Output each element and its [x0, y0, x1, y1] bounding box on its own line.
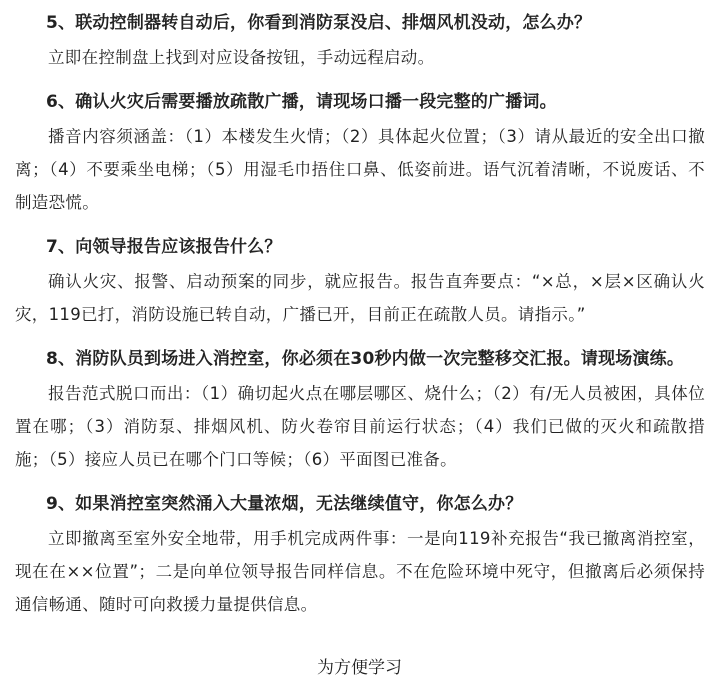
- qa-item: [15, 493, 705, 621]
- qa-item: [15, 236, 705, 331]
- qa-item: [15, 91, 705, 219]
- qa-item: [15, 12, 705, 74]
- question-heading: 9、如果消控室突然涌入大量浓烟，无法继续值守，你怎么办？: [46, 494, 523, 514]
- question-heading: 8、消防队员到场进入消控室，你必须在30秒内做一次完整移交汇报。请现场演练。: [46, 349, 685, 369]
- answer-paragraph: 播音内容须涵盖：（1）本楼发生火情；（2）具体起火位置；（3）请从最近的安全出口撤离；（4）不要乘坐电梯；（5）用湿毛巾捂住口鼻、低姿前进。语气沉着清晰，不说废话、不制造恐慌。: [15, 127, 705, 212]
- qa-item: [15, 348, 705, 476]
- answer-paragraph: 确认火灾、报警、启动预案的同步，就应报告。报告直奔要点：“×总，×层×区确认火灾，119已打，消防设施已转自动，广播已开，目前正在疏散人员。请指示。”: [15, 272, 705, 324]
- question-heading: 7、向领导报告应该报告什么？: [46, 237, 282, 257]
- footer-caption: 为方便学习: [317, 658, 402, 678]
- answer-paragraph: 报告范式脱口而出：（1）确切起火点在哪层哪区、烧什么；（2）有/无人员被困，具体位置在哪；（3）消防泵、排烟风机、防火卷帘目前运行状态；（4）我们已做的灭火和疏散措施；（5）接应人员已在哪个门口等候；（6）平面图已准备。: [15, 384, 705, 469]
- question-heading: 5、联动控制器转自动后，你看到消防泵没启、排烟风机没动，怎么办？: [46, 13, 592, 33]
- question-heading: 6、确认火灾后需要播放疏散广播，请现场口播一段完整的广播词。: [46, 92, 557, 112]
- answer-paragraph: 立即在控制盘上找到对应设备按钮，手动远程启动。: [48, 48, 435, 67]
- answer-paragraph: 立即撤离至室外安全地带，用手机完成两件事：一是向119补充报告“我已撤离消控室，现在在××位置”；二是向单位领导报告同样信息。不在危险环境中死守，但撤离后必须保持通信畅通、随时可向救援力量提供信息。: [15, 529, 705, 614]
